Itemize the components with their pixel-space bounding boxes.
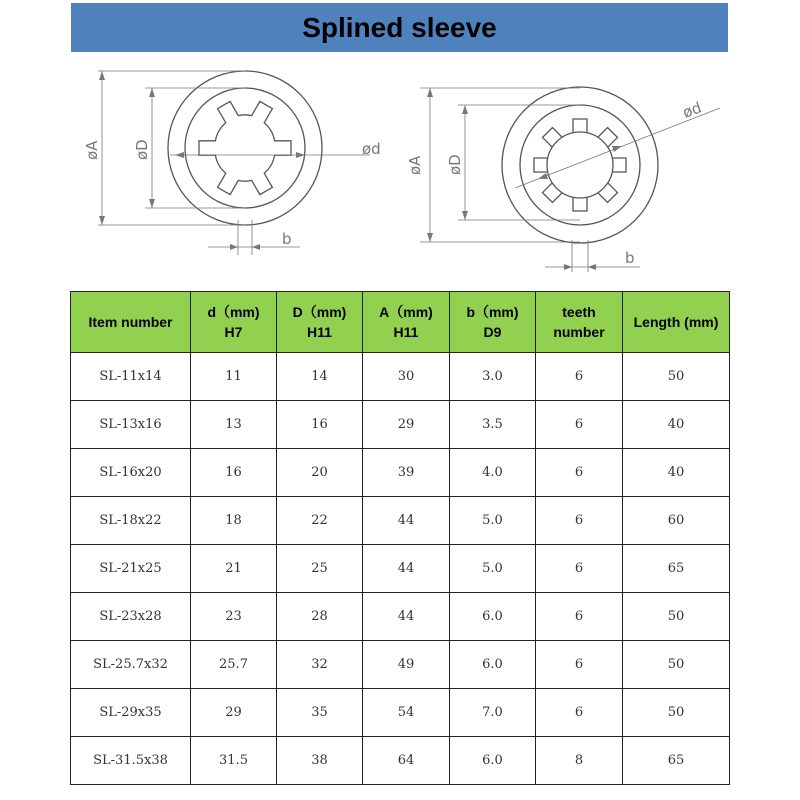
cell-d: 16 — [191, 449, 277, 497]
cell-A: 30 — [363, 353, 450, 401]
cell-A: 44 — [363, 497, 450, 545]
table-row — [71, 689, 730, 737]
dim-label-outer: øA — [406, 155, 424, 175]
diagram-8-teeth — [400, 60, 740, 285]
cell-D: 25 — [277, 545, 363, 593]
dim-label-inner: øD — [446, 154, 464, 175]
cell-item-number: SL-18x22 — [71, 497, 191, 545]
cell-D: 22 — [277, 497, 363, 545]
cell-length: 50 — [623, 593, 730, 641]
cell-b: 3.5 — [450, 401, 536, 449]
cell-length: 50 — [623, 689, 730, 737]
outer-circle — [168, 71, 322, 225]
dim-label-outer: øA — [83, 140, 101, 160]
cell-d: 18 — [191, 497, 277, 545]
cell-b: 6.0 — [450, 593, 536, 641]
table-row — [71, 737, 730, 785]
cell-teeth: 6 — [536, 593, 623, 641]
cell-A: 54 — [363, 689, 450, 737]
dim-label-width: b — [282, 230, 292, 248]
inner-circle — [520, 105, 640, 225]
cell-teeth: 6 — [536, 497, 623, 545]
dim-label-inner: øD — [133, 139, 151, 160]
cell-D: 20 — [277, 449, 363, 497]
dim-label-width: b — [625, 249, 635, 267]
cell-A: 49 — [363, 641, 450, 689]
dim-label-bore: ød — [362, 140, 381, 158]
cell-b: 5.0 — [450, 497, 536, 545]
cell-d: 11 — [191, 353, 277, 401]
header-b: b（mm) D9 — [450, 292, 536, 353]
cell-d: 21 — [191, 545, 277, 593]
cell-item-number: SL-13x16 — [71, 401, 191, 449]
cell-A: 64 — [363, 737, 450, 785]
cell-A: 39 — [363, 449, 450, 497]
cell-b: 6.0 — [450, 737, 536, 785]
table-row — [71, 593, 730, 641]
header-D: D（mm) H11 — [277, 292, 363, 353]
cell-teeth: 6 — [536, 353, 623, 401]
cell-d: 31.5 — [191, 737, 277, 785]
cell-b: 3.0 — [450, 353, 536, 401]
cell-b: 6.0 — [450, 641, 536, 689]
cell-d: 29 — [191, 689, 277, 737]
cell-D: 32 — [277, 641, 363, 689]
table-row — [71, 353, 730, 401]
cell-length: 40 — [623, 401, 730, 449]
cell-A: 29 — [363, 401, 450, 449]
table-header-row — [71, 292, 730, 353]
dim-label-bore: ød — [680, 98, 704, 122]
cell-length: 60 — [623, 497, 730, 545]
cell-teeth: 6 — [536, 641, 623, 689]
cell-b: 7.0 — [450, 689, 536, 737]
diagram-6-teeth — [70, 60, 410, 275]
cell-teeth: 6 — [536, 689, 623, 737]
cell-length: 50 — [623, 353, 730, 401]
header-item-number: Item number — [71, 292, 191, 353]
cell-teeth: 8 — [536, 737, 623, 785]
inner-circle — [185, 88, 305, 208]
cell-d: 25.7 — [191, 641, 277, 689]
cell-b: 5.0 — [450, 545, 536, 593]
cell-teeth: 6 — [536, 401, 623, 449]
cell-length: 50 — [623, 641, 730, 689]
table-body — [71, 353, 730, 785]
cell-item-number: SL-23x28 — [71, 593, 191, 641]
table-row — [71, 401, 730, 449]
cell-item-number: SL-11x14 — [71, 353, 191, 401]
spec-table — [70, 291, 730, 785]
cell-d: 13 — [191, 401, 277, 449]
cell-D: 14 — [277, 353, 363, 401]
cell-A: 44 — [363, 593, 450, 641]
header-teeth: teeth number — [536, 292, 623, 353]
table-row — [71, 641, 730, 689]
table-row — [71, 449, 730, 497]
cell-length: 65 — [623, 737, 730, 785]
header-d: d（mm) H7 — [191, 292, 277, 353]
cell-item-number: SL-29x35 — [71, 689, 191, 737]
cell-item-number: SL-25.7x32 — [71, 641, 191, 689]
cell-teeth: 6 — [536, 545, 623, 593]
header-length: Length (mm) — [623, 292, 730, 353]
cell-A: 44 — [363, 545, 450, 593]
cell-D: 28 — [277, 593, 363, 641]
title-banner — [71, 3, 728, 52]
cell-D: 38 — [277, 737, 363, 785]
spline-profile — [515, 100, 645, 230]
page-title: Splined sleeve — [302, 11, 497, 43]
cell-b: 4.0 — [450, 449, 536, 497]
header-A: A（mm) H11 — [363, 292, 450, 353]
spline-profile — [199, 101, 291, 194]
cell-D: 16 — [277, 401, 363, 449]
cell-d: 23 — [191, 593, 277, 641]
table-row — [71, 497, 730, 545]
cell-D: 35 — [277, 689, 363, 737]
cell-length: 40 — [623, 449, 730, 497]
cell-length: 65 — [623, 545, 730, 593]
table-row — [71, 545, 730, 593]
cell-item-number: SL-31.5x38 — [71, 737, 191, 785]
cell-teeth: 6 — [536, 449, 623, 497]
cell-item-number: SL-16x20 — [71, 449, 191, 497]
cell-item-number: SL-21x25 — [71, 545, 191, 593]
